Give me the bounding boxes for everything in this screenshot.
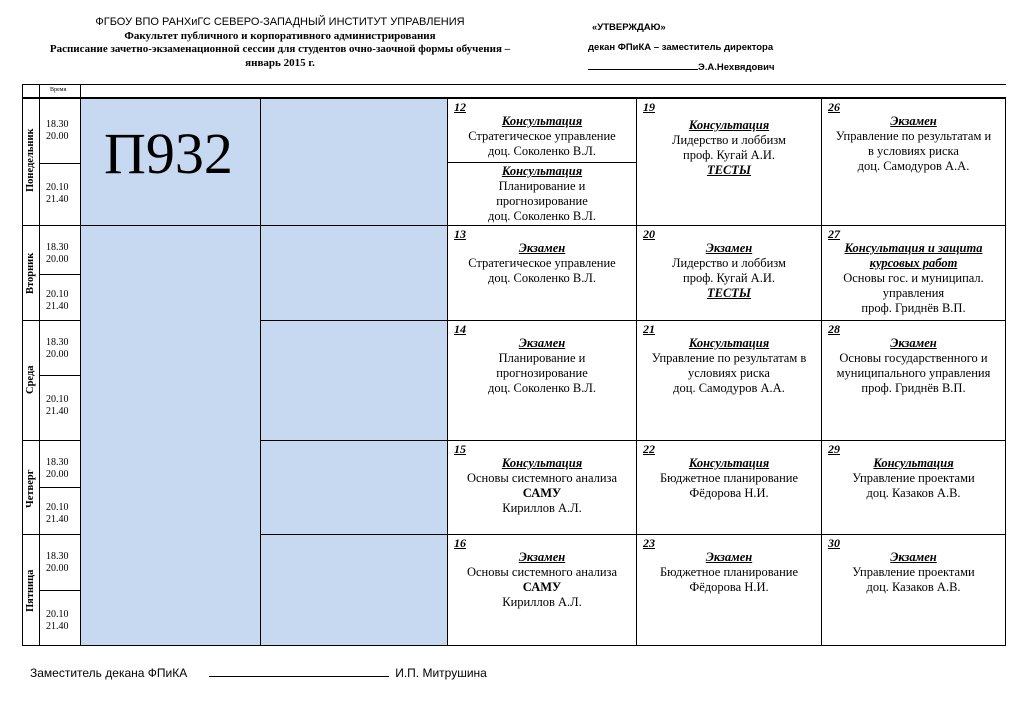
event-teacher: Кириллов А.Л. [502, 501, 582, 515]
time-slot-thu-1 [39, 440, 81, 488]
date-number: 12 [454, 100, 466, 114]
event-note: ТЕСТЫ [706, 163, 752, 177]
time-slot-thu-2 [39, 487, 81, 535]
event-note: ТЕСТЫ [706, 286, 752, 300]
time-slot-fri-2 [39, 590, 81, 646]
event-type: Консультация [873, 456, 954, 470]
schedule-title-line2: январь 2015 г. [245, 56, 315, 69]
date-number: 20 [643, 227, 655, 241]
event-type: Консультация и защита [844, 241, 983, 255]
time-end: 21.40 [46, 406, 69, 417]
date-number: 19 [643, 100, 655, 114]
column2-tuesday [260, 225, 448, 321]
event-jan-29 [821, 440, 1006, 535]
event-subject-cont: прогнозирование [496, 194, 588, 208]
group-divider [80, 225, 261, 226]
date-number: 16 [454, 536, 466, 550]
event-subject: Лидерство и лоббизм [672, 133, 786, 147]
time-end: 20.00 [46, 131, 69, 142]
event-jan-22 [636, 440, 822, 535]
event-subject: Управление по результатам в [651, 351, 807, 365]
time-end: 20.00 [46, 563, 69, 574]
event-type-cont: курсовых работ [869, 256, 958, 270]
time-start: 20.10 [46, 609, 69, 620]
event-subject-cont: в условиях риска [868, 144, 959, 158]
time-slot-tue-1 [39, 225, 81, 275]
date-number: 27 [828, 227, 840, 241]
approver-name: Э.А.Нехвядович [698, 62, 775, 73]
time-end: 21.40 [46, 514, 69, 525]
day-label-wednesday: Среда [25, 365, 36, 394]
event-type: Экзамен [518, 336, 566, 350]
event-jan-30 [821, 534, 1006, 646]
time-slot-wed-2 [39, 375, 81, 441]
header-right [588, 18, 848, 78]
event-jan-19 [636, 98, 822, 226]
time-end: 20.00 [46, 469, 69, 480]
date-number: 15 [454, 442, 466, 456]
event-subject-cont: прогнозирование [496, 366, 588, 380]
column2-thursday [260, 440, 448, 535]
time-start: 18.30 [46, 337, 69, 348]
time-slot-mon-2 [39, 163, 81, 226]
date-number: 14 [454, 322, 466, 336]
event-teacher: доц. Казаков А.В. [866, 580, 961, 594]
day-label-thursday: Четверг [25, 469, 36, 508]
event-teacher: проф. Кугай А.И. [683, 271, 775, 285]
event-teacher: Кириллов А.Л. [502, 595, 582, 609]
event-jan-12-a [447, 98, 637, 163]
date-number: 29 [828, 442, 840, 456]
time-end: 21.40 [46, 621, 69, 632]
time-start: 20.10 [46, 502, 69, 513]
event-subject: Управление по результатам и [835, 129, 992, 143]
event-jan-23 [636, 534, 822, 646]
event-jan-14 [447, 320, 637, 441]
event-type: Консультация [688, 336, 770, 350]
event-jan-15 [447, 440, 637, 535]
event-type: Консультация [501, 164, 583, 178]
event-type: Экзамен [890, 114, 937, 128]
date-number: 22 [643, 442, 655, 456]
event-teacher: доц. Самодуров А.А. [857, 159, 970, 173]
event-teacher: доц. Самодуров А.А. [673, 381, 785, 395]
time-start: 20.10 [46, 394, 69, 405]
event-type: Консультация [688, 456, 770, 470]
event-jan-27 [821, 225, 1006, 321]
time-start: 18.30 [46, 242, 69, 253]
event-subject: Стратегическое управление [468, 129, 616, 143]
event-subject: Планирование и [498, 179, 586, 193]
header-row [80, 84, 1006, 98]
event-teacher: доц. Соколенко В.Л. [487, 271, 596, 285]
event-subject-code: САМУ [522, 580, 562, 594]
event-subject: Бюджетное планирование [659, 471, 799, 485]
date-number: 26 [828, 100, 840, 114]
column2-friday [260, 534, 448, 646]
approver-title: декан ФПиКА – заместитель директора [588, 42, 774, 53]
event-subject-code: САМУ [522, 486, 562, 500]
event-type: Экзамен [518, 550, 566, 564]
event-subject: Основы государственного и [839, 351, 988, 365]
event-subject: Основы системного анализа [466, 471, 618, 485]
time-slot-wed-1 [39, 320, 81, 376]
event-subject: Основы гос. и муниципал. [843, 271, 984, 285]
time-end: 20.00 [46, 254, 69, 265]
column2-monday [260, 98, 448, 226]
event-type: Консультация [688, 118, 770, 132]
event-subject-cont: условиях риска [688, 366, 770, 380]
event-jan-16 [447, 534, 637, 646]
event-type: Экзамен [890, 550, 937, 564]
faculty-name: Факультет публичного и корпоративного администрирования [124, 29, 436, 42]
event-subject: Стратегическое управление [468, 256, 616, 270]
day-label-tuesday: Вторник [25, 252, 36, 294]
time-end: 20.00 [46, 349, 69, 360]
time-start: 20.10 [46, 289, 69, 300]
time-slot-tue-2 [39, 274, 81, 321]
date-number: 30 [828, 536, 840, 550]
header-left [40, 16, 520, 70]
institution-name: ФГБОУ ВПО РАНХиГС СЕВЕРО-ЗАПАДНЫЙ ИНСТИТУТ УПРАВЛЕНИЯ [95, 16, 465, 28]
footer-role: Заместитель декана ФПиКА [30, 666, 188, 680]
date-number: 23 [643, 536, 655, 550]
day-label-friday: Пятница [25, 569, 36, 612]
event-type: Консультация [501, 456, 583, 470]
footer-name: И.П. Митрушина [395, 666, 487, 680]
event-teacher: Фёдорова Н.И. [689, 486, 769, 500]
header-time-cell [39, 84, 81, 98]
event-subject: Управление проектами [852, 565, 975, 579]
time-start: 18.30 [46, 457, 69, 468]
event-teacher: проф. Кугай А.И. [683, 148, 775, 162]
event-subject-cont: управления [882, 286, 945, 300]
event-jan-12-b [447, 162, 637, 226]
time-start: 18.30 [46, 119, 69, 130]
event-type: Экзамен [705, 241, 753, 255]
event-jan-21 [636, 320, 822, 441]
time-slot-fri-1 [39, 534, 81, 591]
event-type: Экзамен [890, 336, 937, 350]
event-teacher: проф. Гриднёв В.П. [861, 381, 966, 395]
approver-signature [588, 58, 848, 78]
event-subject: Управление проектами [852, 471, 975, 485]
event-type: Консультация [501, 114, 583, 128]
column2-wednesday [260, 320, 448, 441]
time-end: 21.40 [46, 194, 69, 205]
event-type: Экзамен [705, 550, 753, 564]
time-slot-mon-1 [39, 98, 81, 164]
event-jan-26 [821, 98, 1006, 226]
event-teacher: проф. Гриднёв В.П. [861, 301, 966, 315]
event-teacher: Фёдорова Н.И. [689, 580, 769, 594]
date-number: 21 [643, 322, 655, 336]
schedule-title-line1: Расписание зачетно-экзаменационной сессии для студентов очно-заочной формы обучения – [49, 43, 511, 55]
event-teacher: доц. Соколенко В.Л. [487, 144, 596, 158]
time-start: 20.10 [46, 182, 69, 193]
event-jan-28 [821, 320, 1006, 441]
event-teacher: доц. Соколенко В.Л. [487, 381, 596, 395]
event-teacher: доц. Соколенко В.Л. [487, 209, 596, 223]
group-code: П932 [104, 121, 233, 186]
schedule-table [22, 84, 1006, 646]
date-number: 13 [454, 227, 466, 241]
event-subject: Лидерство и лоббизм [672, 256, 786, 270]
event-jan-13 [447, 225, 637, 321]
event-subject: Бюджетное планирование [659, 565, 799, 579]
event-subject: Планирование и [498, 351, 586, 365]
event-subject-cont: муниципального управления [836, 366, 991, 380]
footer-signature-line [209, 665, 389, 677]
day-label-monday: Понедельник [25, 128, 36, 192]
event-teacher: доц. Казаков А.В. [866, 486, 961, 500]
time-header: Время [50, 87, 67, 93]
signature-line [588, 60, 698, 70]
header-day-cell [22, 84, 40, 98]
time-start: 18.30 [46, 551, 69, 562]
event-jan-20 [636, 225, 822, 321]
approval-stamp: «УТВЕРЖДАЮ» [592, 22, 666, 33]
date-number: 28 [828, 322, 840, 336]
event-subject: Основы системного анализа [466, 565, 618, 579]
event-type: Экзамен [518, 241, 566, 255]
time-end: 21.40 [46, 301, 69, 312]
footer-signature [30, 665, 487, 680]
